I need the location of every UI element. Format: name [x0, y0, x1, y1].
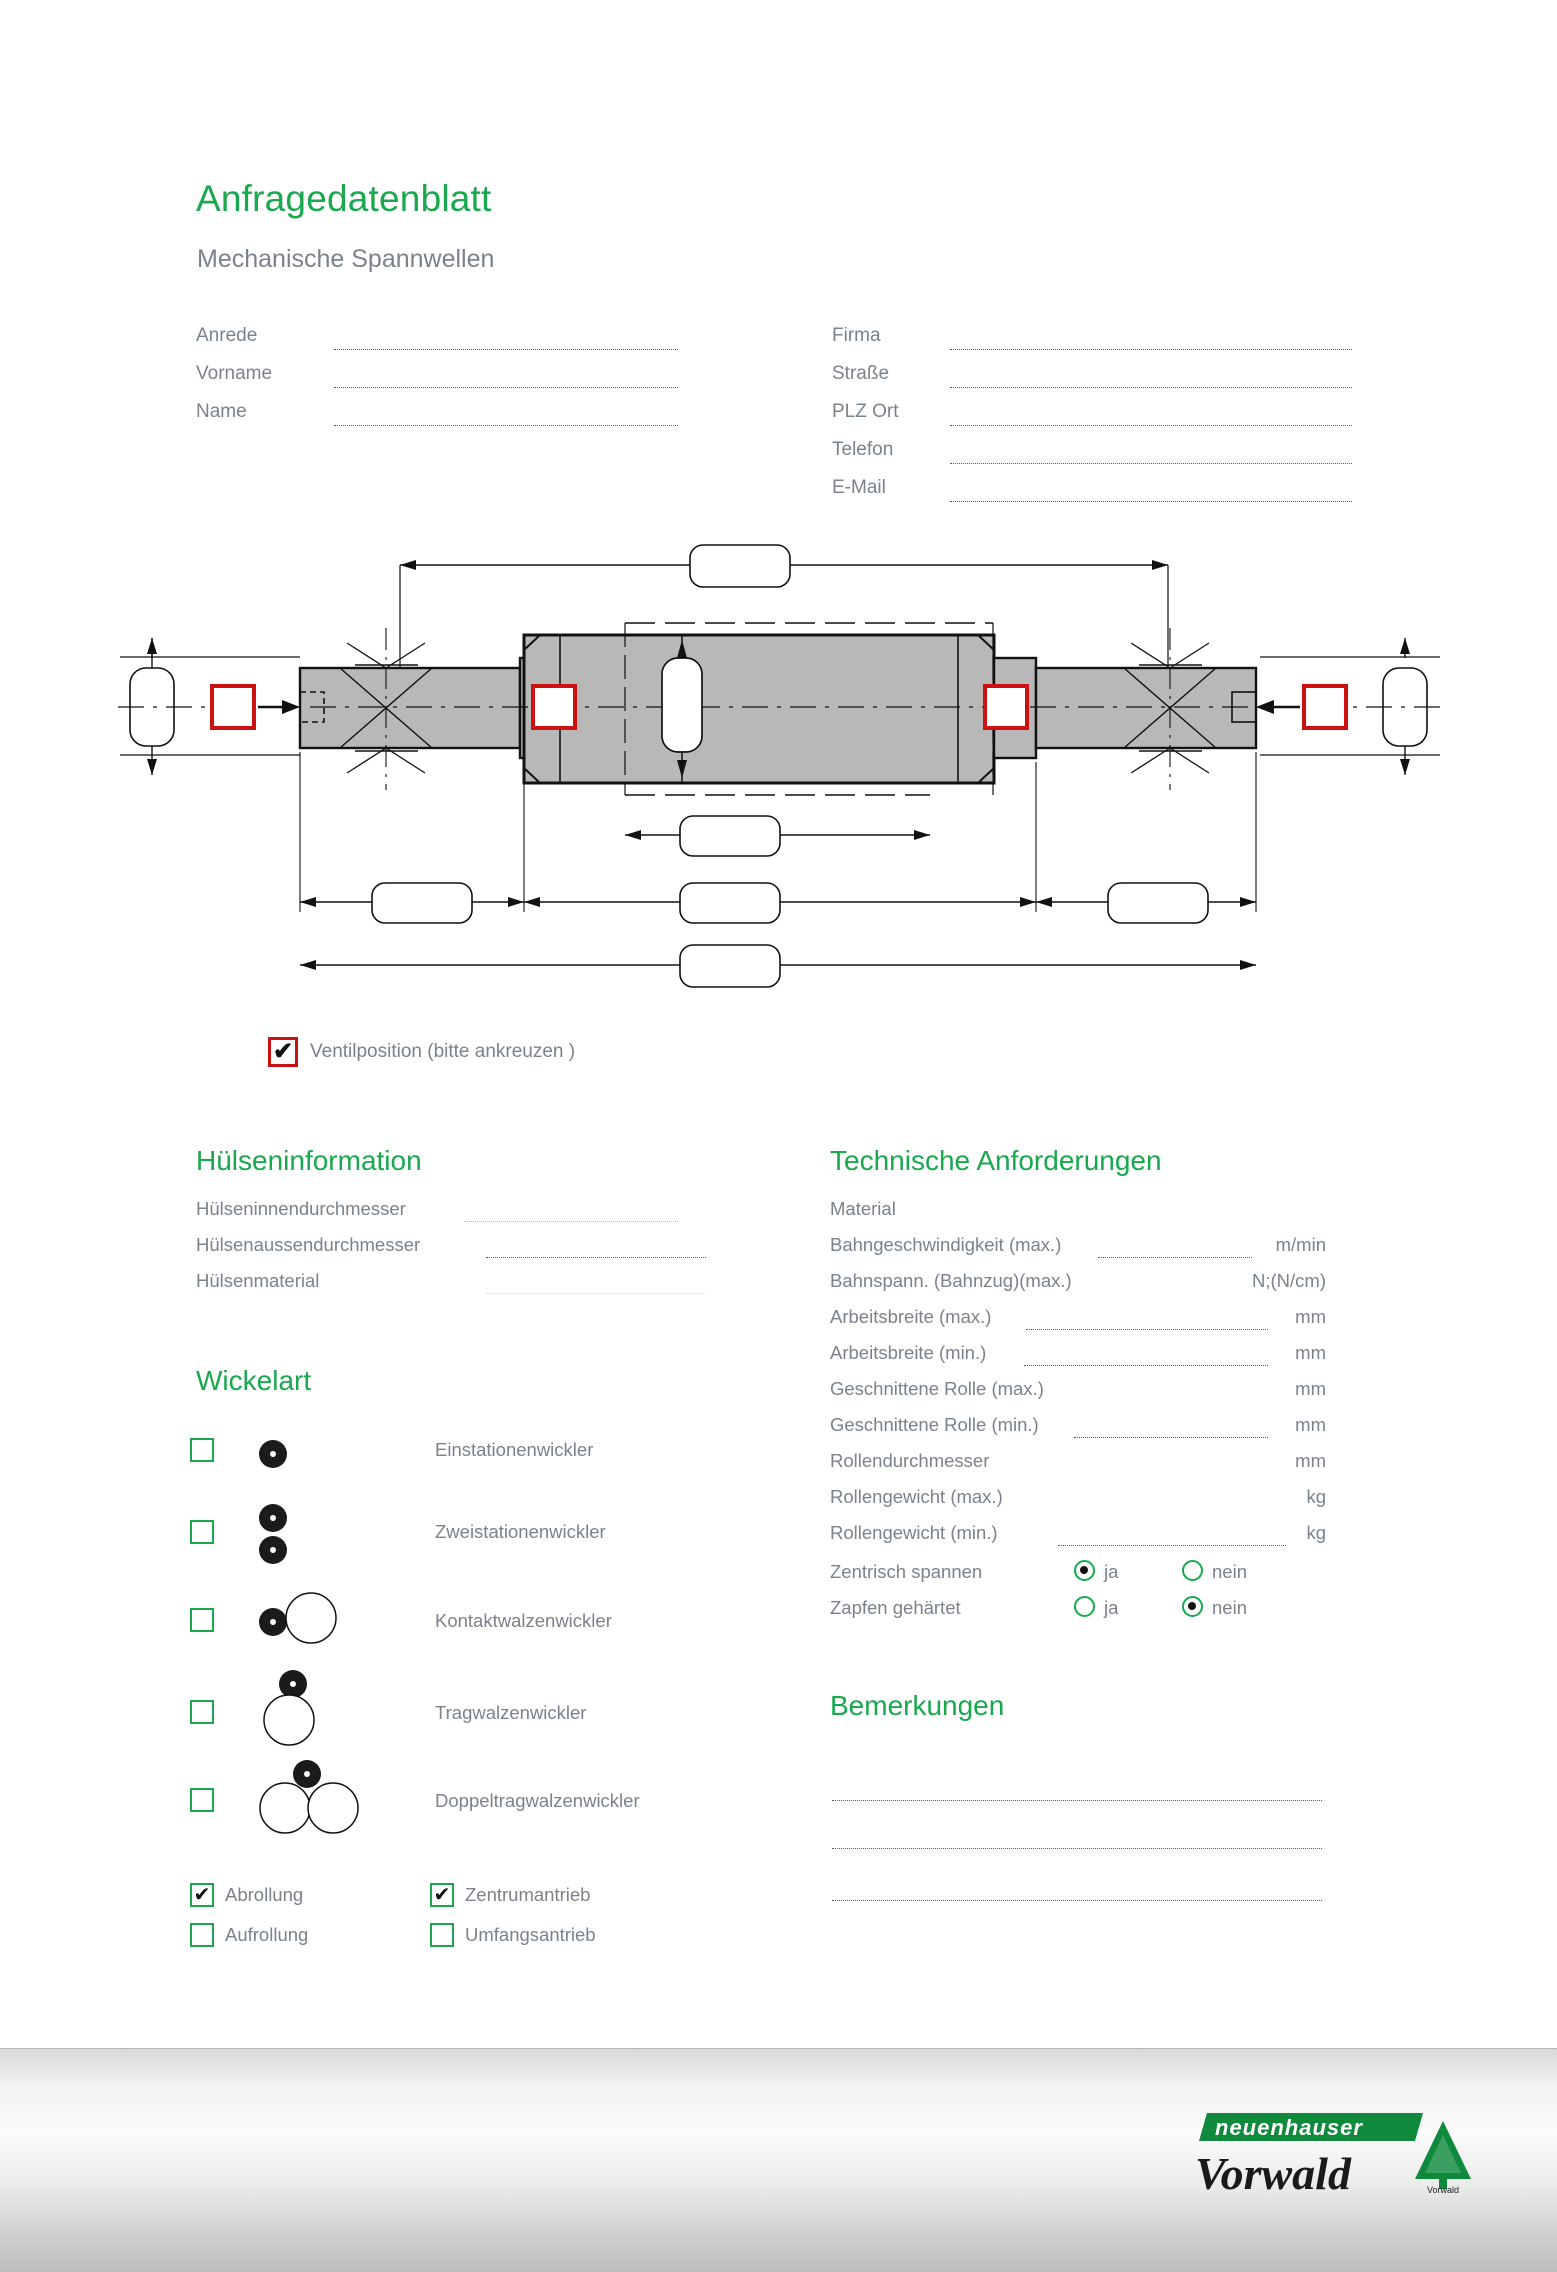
svg-text:Vorwald: Vorwald [1427, 2185, 1460, 2195]
row-geschnittene-rolle-max[interactable] [830, 1378, 1326, 1404]
field-anrede[interactable] [196, 325, 696, 351]
ventilposition-legend[interactable] [268, 1035, 575, 1069]
wickelart-checkbox[interactable] [190, 1788, 214, 1812]
field-rule [950, 425, 1352, 426]
row-unit: mm [1295, 1414, 1326, 1435]
section-heading-wickelart: Wickelart [196, 1365, 312, 1396]
option-label: Abrollung [225, 1884, 304, 1905]
section-heading-technische-anforderungen: Technische Anforderungen [830, 1145, 1162, 1176]
two-small-rolls-icon [245, 1498, 365, 1575]
aufrollung-checkbox[interactable] [190, 1923, 214, 1947]
field-name[interactable] [196, 401, 696, 427]
company-logo [1175, 2101, 1485, 2211]
row-unit: mm [1295, 1342, 1326, 1363]
field-label: E-Mail [832, 477, 886, 498]
ventilposition-checkbox[interactable]: ✔ [268, 1037, 298, 1067]
row-label: Arbeitsbreite (max.) [830, 1306, 992, 1327]
option-aufrollung[interactable] [190, 1920, 308, 1950]
option-umfangsantrieb[interactable] [430, 1920, 596, 1950]
page-footer [0, 2048, 1557, 2272]
field-firma[interactable] [832, 325, 1352, 351]
field-label: Anrede [196, 325, 258, 346]
field-rule [334, 349, 678, 350]
field-telefon[interactable] [832, 439, 1352, 465]
field-email[interactable] [832, 477, 1352, 503]
row-arbeitsbreite-max[interactable] [830, 1306, 1326, 1332]
field-vorname[interactable] [196, 363, 696, 389]
row-rule [1024, 1365, 1268, 1366]
row-label: Geschnittene Rolle (min.) [830, 1414, 1039, 1435]
radio-row-zentrisch-spannen[interactable] [830, 1558, 1326, 1588]
wickelart-checkbox[interactable] [190, 1700, 214, 1724]
row-material[interactable] [830, 1198, 1326, 1224]
small-roll-above-two-big-rolls-icon [245, 1752, 405, 1843]
field-label: PLZ Ort [832, 401, 899, 422]
row-huelsenaussendurchmesser[interactable] [196, 1234, 706, 1260]
wickelart-option-zweistationenwickler[interactable] [190, 1498, 890, 1578]
row-label: Rollengewicht (min.) [830, 1522, 998, 1543]
wickelart-checkbox[interactable] [190, 1520, 214, 1544]
row-label: Material [830, 1198, 896, 1219]
wickelart-label: Einstationenwickler [435, 1439, 594, 1460]
row-label: Hülseninnendurchmesser [196, 1198, 406, 1219]
wickelart-label: Zweistationenwickler [435, 1521, 606, 1542]
field-rule [950, 463, 1352, 464]
radio-zentrisch-nein[interactable] [1182, 1560, 1203, 1581]
field-rule [334, 425, 678, 426]
option-abrollung[interactable] [190, 1880, 303, 1910]
row-label: Hülsenmaterial [196, 1270, 320, 1291]
radio-row-label: Zapfen gehärtet [830, 1597, 961, 1618]
row-arbeitsbreite-min[interactable] [830, 1342, 1326, 1368]
row-rule [464, 1221, 678, 1222]
row-huelsenmaterial[interactable] [196, 1270, 706, 1296]
row-rollengewicht-max[interactable] [830, 1486, 1326, 1512]
field-rule [950, 387, 1352, 388]
row-rollendurchmesser[interactable] [830, 1450, 1326, 1476]
row-rule [1026, 1329, 1268, 1330]
svg-text:Vorwald: Vorwald [1195, 2148, 1351, 2199]
row-unit: N;(N/cm) [1252, 1270, 1326, 1291]
radio-zapfen-ja[interactable] [1074, 1596, 1095, 1617]
row-label: Bahnspann. (Bahnzug)(max.) [830, 1270, 1072, 1291]
contact-fields [0, 325, 1557, 515]
section-heading-huelseninformation: Hülseninformation [196, 1145, 422, 1176]
zentrumantrieb-checkbox[interactable]: ✔ [430, 1883, 454, 1907]
row-rule [486, 1257, 706, 1258]
wickelart-label: Tragwalzenwickler [435, 1702, 587, 1723]
radio-label-nein: nein [1212, 1561, 1247, 1582]
wickelart-option-einstationenwickler[interactable] [190, 1428, 890, 1508]
row-rule [1098, 1257, 1252, 1258]
row-label: Arbeitsbreite (min.) [830, 1342, 987, 1363]
row-unit: m/min [1275, 1234, 1326, 1255]
bemerkungen-line-2[interactable] [832, 1848, 1322, 1849]
wickelart-option-tragwalzenwickler[interactable] [190, 1672, 890, 1752]
row-rule [1058, 1545, 1286, 1546]
small-roll-above-big-roll-icon [245, 1664, 385, 1755]
row-unit: kg [1306, 1486, 1326, 1507]
radio-label-nein: nein [1212, 1597, 1247, 1618]
bemerkungen-line-1[interactable] [832, 1800, 1322, 1801]
wickelart-checkbox[interactable] [190, 1608, 214, 1632]
field-rule [334, 387, 678, 388]
row-bahngeschwindigkeit-max[interactable] [830, 1234, 1326, 1260]
row-huelseninnendurchmesser[interactable] [196, 1198, 706, 1224]
row-rule [486, 1293, 706, 1294]
page-title: Anfragedatenblatt [196, 178, 492, 219]
option-zentrumantrieb[interactable] [430, 1880, 590, 1910]
row-unit: mm [1295, 1378, 1326, 1399]
radio-row-label: Zentrisch spannen [830, 1561, 983, 1582]
wickelart-checkbox[interactable] [190, 1438, 214, 1462]
row-rule [1074, 1437, 1268, 1438]
wickelart-option-doppeltragwalzenwickler[interactable] [190, 1762, 890, 1842]
field-label: Name [196, 401, 247, 422]
row-unit: mm [1295, 1306, 1326, 1327]
svg-text:neuenhauser: neuenhauser [1215, 2115, 1363, 2140]
radio-label-ja: ja [1104, 1561, 1119, 1582]
row-rollengewicht-min[interactable] [830, 1522, 1326, 1548]
radio-zentrisch-ja[interactable] [1074, 1560, 1095, 1581]
row-unit: kg [1306, 1522, 1326, 1543]
wickelart-label: Doppeltragwalzenwickler [435, 1790, 640, 1811]
wickelart-option-kontaktwalzenwickler[interactable] [190, 1590, 890, 1670]
page-subtitle: Mechanische Spannwellen [197, 245, 495, 273]
field-strasse[interactable] [832, 363, 1352, 389]
umfangsantrieb-checkbox[interactable] [430, 1923, 454, 1947]
field-label: Vorname [196, 363, 273, 384]
row-label: Geschnittene Rolle (max.) [830, 1378, 1044, 1399]
row-label: Bahngeschwindigkeit (max.) [830, 1234, 1062, 1255]
bemerkungen-line-3[interactable] [832, 1900, 1322, 1901]
radio-row-zapfen-gehaertet[interactable] [830, 1594, 1326, 1624]
field-plz-ort[interactable] [832, 401, 1352, 427]
field-label: Firma [832, 325, 881, 346]
option-label: Umfangsantrieb [465, 1924, 596, 1945]
ventilposition-label: Ventilposition (bitte ankreuzen ) [310, 1041, 576, 1062]
abrollung-checkbox[interactable]: ✔ [190, 1883, 214, 1907]
row-geschnittene-rolle-min[interactable] [830, 1414, 1326, 1440]
field-rule [950, 501, 1352, 502]
row-bahnspannung-max[interactable] [830, 1270, 1326, 1296]
row-label: Hülsenaussendurchmesser [196, 1234, 421, 1255]
radio-label-ja: ja [1104, 1597, 1119, 1618]
row-unit: mm [1295, 1450, 1326, 1471]
option-label: Aufrollung [225, 1924, 309, 1945]
field-rule [950, 349, 1352, 350]
option-label: Zentrumantrieb [465, 1884, 591, 1905]
row-label: Rollendurchmesser [830, 1450, 990, 1471]
field-label: Telefon [832, 439, 894, 460]
wickelart-label: Kontaktwalzenwickler [435, 1610, 612, 1631]
one-small-roll-icon [245, 1432, 365, 1481]
radio-zapfen-nein[interactable] [1182, 1596, 1203, 1617]
shaft-technical-drawing [0, 540, 1557, 1020]
small-roll-beside-big-roll-icon [245, 1584, 385, 1661]
row-label: Rollengewicht (max.) [830, 1486, 1003, 1507]
field-label: Straße [832, 363, 890, 384]
section-heading-bemerkungen: Bemerkungen [830, 1690, 1005, 1721]
